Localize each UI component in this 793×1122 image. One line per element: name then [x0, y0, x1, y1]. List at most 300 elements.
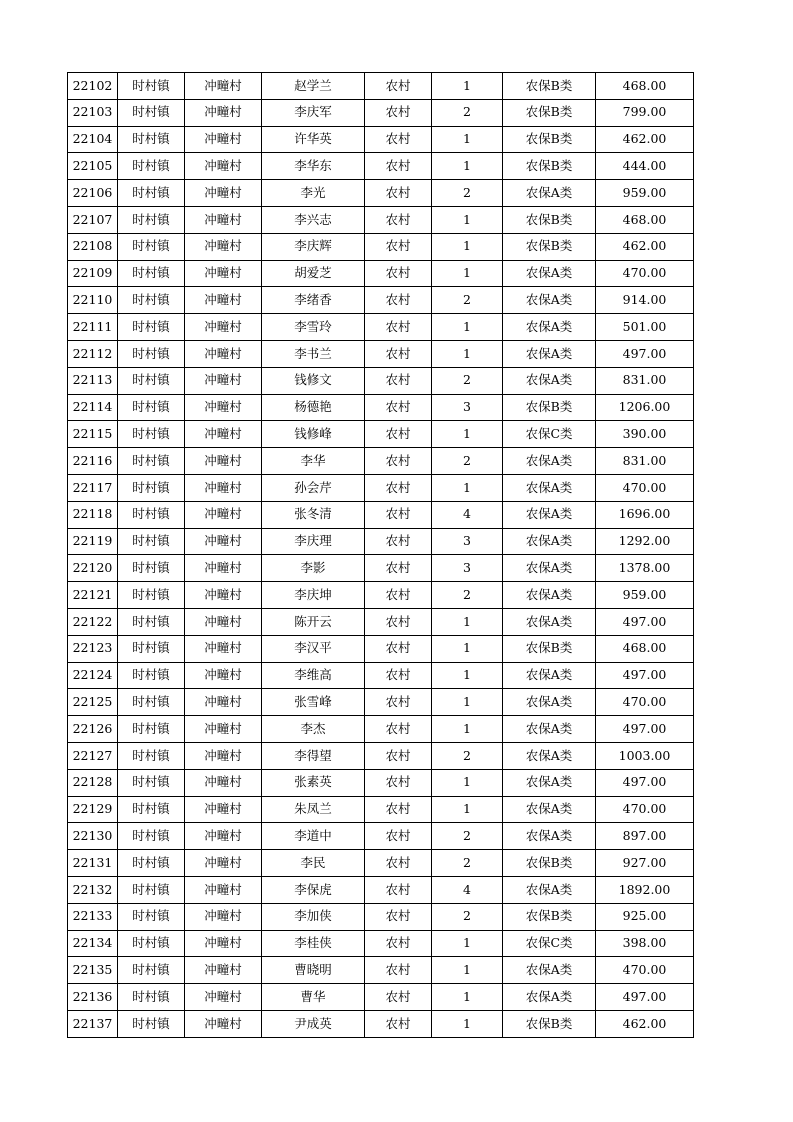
amount-cell: 1378.00: [596, 555, 694, 582]
household-size-cell: 1: [432, 796, 503, 823]
name-cell: 李民: [262, 850, 365, 877]
name-cell: 李维高: [262, 662, 365, 689]
area-type-cell: 农村: [365, 528, 432, 555]
name-cell: 李桂侠: [262, 930, 365, 957]
table-row: [68, 180, 694, 207]
name-cell: 钱修文: [262, 367, 365, 394]
amount-cell: 799.00: [596, 99, 694, 126]
area-type-cell: 农村: [365, 984, 432, 1011]
name-cell: 李影: [262, 555, 365, 582]
table-row: [68, 528, 694, 555]
category-cell: 农保A类: [503, 501, 596, 528]
town-cell: 时村镇: [118, 957, 185, 984]
area-type-cell: 农村: [365, 340, 432, 367]
village-cell: 冲疃村: [185, 769, 262, 796]
town-cell: 时村镇: [118, 555, 185, 582]
town-cell: 时村镇: [118, 448, 185, 475]
table-row: [68, 716, 694, 743]
category-cell: 农保A类: [503, 984, 596, 1011]
category-cell: 农保B类: [503, 206, 596, 233]
record-id-cell: 22117: [68, 474, 118, 501]
area-type-cell: 农村: [365, 501, 432, 528]
name-cell: 李庆坤: [262, 582, 365, 609]
category-cell: 农保A类: [503, 796, 596, 823]
amount-cell: 398.00: [596, 930, 694, 957]
town-cell: 时村镇: [118, 180, 185, 207]
household-size-cell: 2: [432, 742, 503, 769]
table-row: [68, 421, 694, 448]
table-row: [68, 448, 694, 475]
household-size-cell: 2: [432, 903, 503, 930]
name-cell: 李华东: [262, 153, 365, 180]
household-size-cell: 2: [432, 367, 503, 394]
table-row: [68, 340, 694, 367]
amount-cell: 497.00: [596, 608, 694, 635]
town-cell: 时村镇: [118, 501, 185, 528]
household-size-cell: 1: [432, 73, 503, 100]
category-cell: 农保A类: [503, 769, 596, 796]
category-cell: 农保B类: [503, 99, 596, 126]
village-cell: 冲疃村: [185, 287, 262, 314]
village-cell: 冲疃村: [185, 1010, 262, 1037]
household-size-cell: 1: [432, 474, 503, 501]
area-type-cell: 农村: [365, 233, 432, 260]
area-type-cell: 农村: [365, 608, 432, 635]
town-cell: 时村镇: [118, 73, 185, 100]
category-cell: 农保A类: [503, 474, 596, 501]
amount-cell: 497.00: [596, 662, 694, 689]
amount-cell: 1696.00: [596, 501, 694, 528]
category-cell: 农保B类: [503, 233, 596, 260]
category-cell: 农保A类: [503, 582, 596, 609]
area-type-cell: 农村: [365, 99, 432, 126]
household-size-cell: 1: [432, 340, 503, 367]
name-cell: 李汉平: [262, 635, 365, 662]
record-id-cell: 22128: [68, 769, 118, 796]
village-cell: 冲疃村: [185, 233, 262, 260]
household-size-cell: 1: [432, 689, 503, 716]
category-cell: 农保B类: [503, 850, 596, 877]
village-cell: 冲疃村: [185, 421, 262, 448]
household-size-cell: 1: [432, 930, 503, 957]
category-cell: 农保B类: [503, 153, 596, 180]
village-cell: 冲疃村: [185, 474, 262, 501]
amount-cell: 462.00: [596, 1010, 694, 1037]
household-size-cell: 2: [432, 180, 503, 207]
name-cell: 李庆军: [262, 99, 365, 126]
record-id-cell: 22137: [68, 1010, 118, 1037]
area-type-cell: 农村: [365, 903, 432, 930]
household-size-cell: 1: [432, 635, 503, 662]
area-type-cell: 农村: [365, 474, 432, 501]
town-cell: 时村镇: [118, 769, 185, 796]
amount-cell: 470.00: [596, 689, 694, 716]
name-cell: 张冬清: [262, 501, 365, 528]
table-row: [68, 233, 694, 260]
household-size-cell: 2: [432, 287, 503, 314]
village-cell: 冲疃村: [185, 903, 262, 930]
category-cell: 农保A类: [503, 180, 596, 207]
record-id-cell: 22132: [68, 876, 118, 903]
town-cell: 时村镇: [118, 206, 185, 233]
household-size-cell: 3: [432, 528, 503, 555]
category-cell: 农保A类: [503, 340, 596, 367]
table-row: [68, 930, 694, 957]
village-cell: 冲疃村: [185, 340, 262, 367]
town-cell: 时村镇: [118, 930, 185, 957]
table-row: [68, 126, 694, 153]
record-id-cell: 22105: [68, 153, 118, 180]
town-cell: 时村镇: [118, 340, 185, 367]
village-cell: 冲疃村: [185, 984, 262, 1011]
name-cell: 孙会芹: [262, 474, 365, 501]
table-row: [68, 635, 694, 662]
town-cell: 时村镇: [118, 823, 185, 850]
category-cell: 农保A类: [503, 957, 596, 984]
table-row: [68, 314, 694, 341]
town-cell: 时村镇: [118, 689, 185, 716]
area-type-cell: 农村: [365, 314, 432, 341]
name-cell: 李庆理: [262, 528, 365, 555]
village-cell: 冲疃村: [185, 501, 262, 528]
record-id-cell: 22122: [68, 608, 118, 635]
town-cell: 时村镇: [118, 662, 185, 689]
household-size-cell: 3: [432, 555, 503, 582]
village-cell: 冲疃村: [185, 555, 262, 582]
name-cell: 尹成英: [262, 1010, 365, 1037]
area-type-cell: 农村: [365, 448, 432, 475]
household-size-cell: 1: [432, 153, 503, 180]
table-row: [68, 73, 694, 100]
table-row: [68, 984, 694, 1011]
town-cell: 时村镇: [118, 903, 185, 930]
town-cell: 时村镇: [118, 796, 185, 823]
record-id-cell: 22112: [68, 340, 118, 367]
name-cell: 张雪峰: [262, 689, 365, 716]
table-row: [68, 153, 694, 180]
area-type-cell: 农村: [365, 421, 432, 448]
record-id-cell: 22119: [68, 528, 118, 555]
record-id-cell: 22125: [68, 689, 118, 716]
table-row: [68, 769, 694, 796]
table-row: [68, 287, 694, 314]
category-cell: 农保B类: [503, 903, 596, 930]
town-cell: 时村镇: [118, 742, 185, 769]
amount-cell: 470.00: [596, 957, 694, 984]
name-cell: 李绪香: [262, 287, 365, 314]
category-cell: 农保C类: [503, 421, 596, 448]
village-cell: 冲疃村: [185, 260, 262, 287]
category-cell: 农保B类: [503, 635, 596, 662]
town-cell: 时村镇: [118, 394, 185, 421]
village-cell: 冲疃村: [185, 206, 262, 233]
town-cell: 时村镇: [118, 716, 185, 743]
area-type-cell: 农村: [365, 555, 432, 582]
name-cell: 张素英: [262, 769, 365, 796]
amount-cell: 927.00: [596, 850, 694, 877]
amount-cell: 462.00: [596, 126, 694, 153]
amount-cell: 468.00: [596, 206, 694, 233]
category-cell: 农保A类: [503, 260, 596, 287]
table-row: [68, 555, 694, 582]
area-type-cell: 农村: [365, 367, 432, 394]
category-cell: 农保A类: [503, 287, 596, 314]
table-row: [68, 99, 694, 126]
amount-cell: 470.00: [596, 260, 694, 287]
table-row: [68, 689, 694, 716]
town-cell: 时村镇: [118, 260, 185, 287]
area-type-cell: 农村: [365, 716, 432, 743]
household-size-cell: 1: [432, 716, 503, 743]
name-cell: 赵学兰: [262, 73, 365, 100]
amount-cell: 914.00: [596, 287, 694, 314]
category-cell: 农保A类: [503, 528, 596, 555]
name-cell: 李雪玲: [262, 314, 365, 341]
amount-cell: 462.00: [596, 233, 694, 260]
table-row: [68, 367, 694, 394]
amount-cell: 831.00: [596, 367, 694, 394]
category-cell: 农保A类: [503, 662, 596, 689]
village-cell: 冲疃村: [185, 180, 262, 207]
area-type-cell: 农村: [365, 876, 432, 903]
record-id-cell: 22127: [68, 742, 118, 769]
village-cell: 冲疃村: [185, 689, 262, 716]
household-size-cell: 3: [432, 394, 503, 421]
record-id-cell: 22110: [68, 287, 118, 314]
area-type-cell: 农村: [365, 180, 432, 207]
town-cell: 时村镇: [118, 99, 185, 126]
name-cell: 朱凤兰: [262, 796, 365, 823]
household-size-cell: 1: [432, 769, 503, 796]
record-id-cell: 22133: [68, 903, 118, 930]
area-type-cell: 农村: [365, 287, 432, 314]
village-cell: 冲疃村: [185, 742, 262, 769]
category-cell: 农保A类: [503, 742, 596, 769]
name-cell: 曹华: [262, 984, 365, 1011]
record-id-cell: 22107: [68, 206, 118, 233]
name-cell: 李加侠: [262, 903, 365, 930]
name-cell: 李杰: [262, 716, 365, 743]
table-row: [68, 957, 694, 984]
amount-cell: 501.00: [596, 314, 694, 341]
amount-cell: 1206.00: [596, 394, 694, 421]
amount-cell: 959.00: [596, 582, 694, 609]
record-id-cell: 22114: [68, 394, 118, 421]
table-row: [68, 501, 694, 528]
town-cell: 时村镇: [118, 314, 185, 341]
record-id-cell: 22116: [68, 448, 118, 475]
town-cell: 时村镇: [118, 126, 185, 153]
record-id-cell: 22118: [68, 501, 118, 528]
category-cell: 农保A类: [503, 608, 596, 635]
town-cell: 时村镇: [118, 287, 185, 314]
area-type-cell: 农村: [365, 126, 432, 153]
town-cell: 时村镇: [118, 233, 185, 260]
record-id-cell: 22102: [68, 73, 118, 100]
record-id-cell: 22104: [68, 126, 118, 153]
category-cell: 农保A类: [503, 555, 596, 582]
table-row: [68, 903, 694, 930]
area-type-cell: 农村: [365, 850, 432, 877]
village-cell: 冲疃村: [185, 957, 262, 984]
amount-cell: 497.00: [596, 716, 694, 743]
household-size-cell: 2: [432, 448, 503, 475]
amount-cell: 497.00: [596, 340, 694, 367]
table-row: [68, 206, 694, 233]
area-type-cell: 农村: [365, 1010, 432, 1037]
household-size-cell: 1: [432, 662, 503, 689]
village-cell: 冲疃村: [185, 930, 262, 957]
household-size-cell: 1: [432, 984, 503, 1011]
name-cell: 李得望: [262, 742, 365, 769]
record-id-cell: 22126: [68, 716, 118, 743]
name-cell: 曹晓明: [262, 957, 365, 984]
household-size-cell: 1: [432, 206, 503, 233]
record-id-cell: 22123: [68, 635, 118, 662]
town-cell: 时村镇: [118, 876, 185, 903]
town-cell: 时村镇: [118, 635, 185, 662]
household-size-cell: 1: [432, 314, 503, 341]
name-cell: 钱修峰: [262, 421, 365, 448]
record-id-cell: 22121: [68, 582, 118, 609]
household-size-cell: 1: [432, 126, 503, 153]
area-type-cell: 农村: [365, 957, 432, 984]
town-cell: 时村镇: [118, 474, 185, 501]
amount-cell: 925.00: [596, 903, 694, 930]
village-cell: 冲疃村: [185, 823, 262, 850]
village-cell: 冲疃村: [185, 608, 262, 635]
table-row: [68, 394, 694, 421]
table-row: [68, 850, 694, 877]
category-cell: 农保B类: [503, 126, 596, 153]
village-cell: 冲疃村: [185, 582, 262, 609]
record-id-cell: 22113: [68, 367, 118, 394]
household-size-cell: 1: [432, 1010, 503, 1037]
household-size-cell: 4: [432, 876, 503, 903]
amount-cell: 444.00: [596, 153, 694, 180]
household-size-cell: 1: [432, 608, 503, 635]
category-cell: 农保A类: [503, 876, 596, 903]
amount-cell: 468.00: [596, 635, 694, 662]
name-cell: 李书兰: [262, 340, 365, 367]
amount-cell: 1292.00: [596, 528, 694, 555]
amount-cell: 390.00: [596, 421, 694, 448]
amount-cell: 959.00: [596, 180, 694, 207]
town-cell: 时村镇: [118, 582, 185, 609]
area-type-cell: 农村: [365, 796, 432, 823]
table-row: [68, 823, 694, 850]
table-row: [68, 474, 694, 501]
area-type-cell: 农村: [365, 394, 432, 421]
village-cell: 冲疃村: [185, 876, 262, 903]
village-cell: 冲疃村: [185, 662, 262, 689]
village-cell: 冲疃村: [185, 314, 262, 341]
record-id-cell: 22129: [68, 796, 118, 823]
record-id-cell: 22103: [68, 99, 118, 126]
name-cell: 李道中: [262, 823, 365, 850]
name-cell: 李保虎: [262, 876, 365, 903]
amount-cell: 470.00: [596, 796, 694, 823]
table-row: [68, 260, 694, 287]
table-row: [68, 662, 694, 689]
record-id-cell: 22111: [68, 314, 118, 341]
amount-cell: 1003.00: [596, 742, 694, 769]
village-cell: 冲疃村: [185, 73, 262, 100]
record-id-cell: 22120: [68, 555, 118, 582]
category-cell: 农保A类: [503, 823, 596, 850]
village-cell: 冲疃村: [185, 635, 262, 662]
category-cell: 农保A类: [503, 314, 596, 341]
name-cell: 李光: [262, 180, 365, 207]
record-id-cell: 22108: [68, 233, 118, 260]
area-type-cell: 农村: [365, 689, 432, 716]
town-cell: 时村镇: [118, 608, 185, 635]
name-cell: 李兴志: [262, 206, 365, 233]
village-cell: 冲疃村: [185, 99, 262, 126]
name-cell: 李华: [262, 448, 365, 475]
table-row: [68, 796, 694, 823]
name-cell: 杨德艳: [262, 394, 365, 421]
area-type-cell: 农村: [365, 582, 432, 609]
amount-cell: 897.00: [596, 823, 694, 850]
table-row: [68, 876, 694, 903]
household-size-cell: 2: [432, 850, 503, 877]
town-cell: 时村镇: [118, 367, 185, 394]
household-size-cell: 2: [432, 99, 503, 126]
village-cell: 冲疃村: [185, 716, 262, 743]
village-cell: 冲疃村: [185, 850, 262, 877]
village-cell: 冲疃村: [185, 153, 262, 180]
category-cell: 农保B类: [503, 73, 596, 100]
table-row: [68, 742, 694, 769]
area-type-cell: 农村: [365, 662, 432, 689]
name-cell: 许华英: [262, 126, 365, 153]
category-cell: 农保A类: [503, 448, 596, 475]
record-id-cell: 22130: [68, 823, 118, 850]
town-cell: 时村镇: [118, 1010, 185, 1037]
category-cell: 农保A类: [503, 367, 596, 394]
name-cell: 陈开云: [262, 608, 365, 635]
town-cell: 时村镇: [118, 850, 185, 877]
name-cell: 李庆辉: [262, 233, 365, 260]
area-type-cell: 农村: [365, 635, 432, 662]
record-id-cell: 22135: [68, 957, 118, 984]
record-id-cell: 22109: [68, 260, 118, 287]
area-type-cell: 农村: [365, 153, 432, 180]
household-size-cell: 1: [432, 421, 503, 448]
category-cell: 农保C类: [503, 930, 596, 957]
town-cell: 时村镇: [118, 153, 185, 180]
category-cell: 农保A类: [503, 716, 596, 743]
amount-cell: 1892.00: [596, 876, 694, 903]
category-cell: 农保B类: [503, 394, 596, 421]
town-cell: 时村镇: [118, 984, 185, 1011]
village-cell: 冲疃村: [185, 528, 262, 555]
household-size-cell: 2: [432, 823, 503, 850]
category-cell: 农保B类: [503, 1010, 596, 1037]
village-cell: 冲疃村: [185, 394, 262, 421]
household-size-cell: 1: [432, 260, 503, 287]
household-size-cell: 1: [432, 957, 503, 984]
area-type-cell: 农村: [365, 260, 432, 287]
category-cell: 农保A类: [503, 689, 596, 716]
household-size-cell: 1: [432, 233, 503, 260]
town-cell: 时村镇: [118, 528, 185, 555]
amount-cell: 831.00: [596, 448, 694, 475]
area-type-cell: 农村: [365, 823, 432, 850]
amount-cell: 497.00: [596, 769, 694, 796]
village-cell: 冲疃村: [185, 448, 262, 475]
